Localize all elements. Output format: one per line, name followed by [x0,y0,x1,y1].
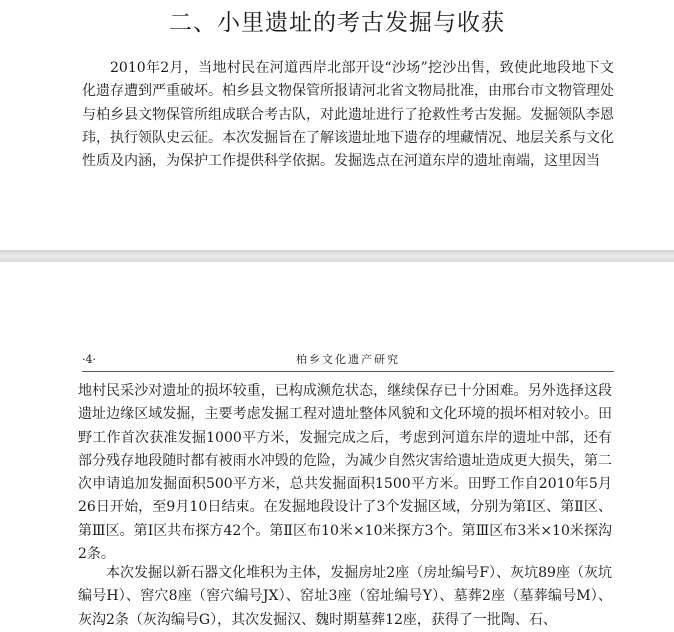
header-rule [82,371,614,372]
continued-paragraph: 地村民采沙对遗址的损坏较重，已构成濒危状态，继续保存已十分困难。另外选择这段遗址边缘区域发掘，主要考虑发掘工程对遗址整体风貌和文化环境的损坏相对较小。田野工作首次获准发掘1000平方米，发掘完成之后，考虑到河道东岸的遗址中部，还有部分残存地段随时都有被雨水冲毁的危险，为减少自然灾害给遗址造成更大损失，第二次申请追加发掘面积500平方米，总共发掘面积1500平方米。田野工作自2010年5月26日开始，至9月10日结束。在发掘地段设计了3个发掘区域，分别为第Ⅰ区、第Ⅱ区、第Ⅲ区。第Ⅰ区共布探方42个。第Ⅱ区布10米×10米探方3个。第Ⅲ区布3米×10米探沟2条。 [78,383,612,563]
running-header [82,350,614,370]
section-heading: 二、小里遗址的考古发掘与收获 [169,10,505,36]
running-title: 柏乡文化遗产研究 [296,353,400,366]
lower-book-page [0,262,674,632]
excavation-results-paragraph: 本次发掘以新石器文化堆积为主体，发掘房址2座（房址编号F）、灰坑89座（灰坑编号H）、窖穴8座（窖穴编号JX）、窑址3座（窑址编号Y）、墓葬2座（墓葬编号M）、灰沟2条（灰沟编号G），其次发掘汉、魏时期墓葬12座，获得了一批陶、石、 [78,565,612,628]
page-gap-divider [0,250,674,262]
upper-book-page [0,0,674,250]
intro-paragraph: 2010年2月，当地村民在河道西岸北部开设“沙场”挖沙出售，致使此地段地下文化遗存遭到严重破坏。柏乡县文物保管所报请河北省文物局批准，由邢台市文物管理处与柏乡县文物保管所组成联合考古队，对此遗址进行了抢救性考古发掘。发掘领队李恩玮，执行领队史云征。本次发掘旨在了解该遗址地下遗存的埋藏情况、地层关系与文化性质及内涵，为保护工作提供科学依据。发掘选点在河道东岸的遗址南端，这里因当 [82,60,614,170]
page-number: ·4· [82,353,96,366]
